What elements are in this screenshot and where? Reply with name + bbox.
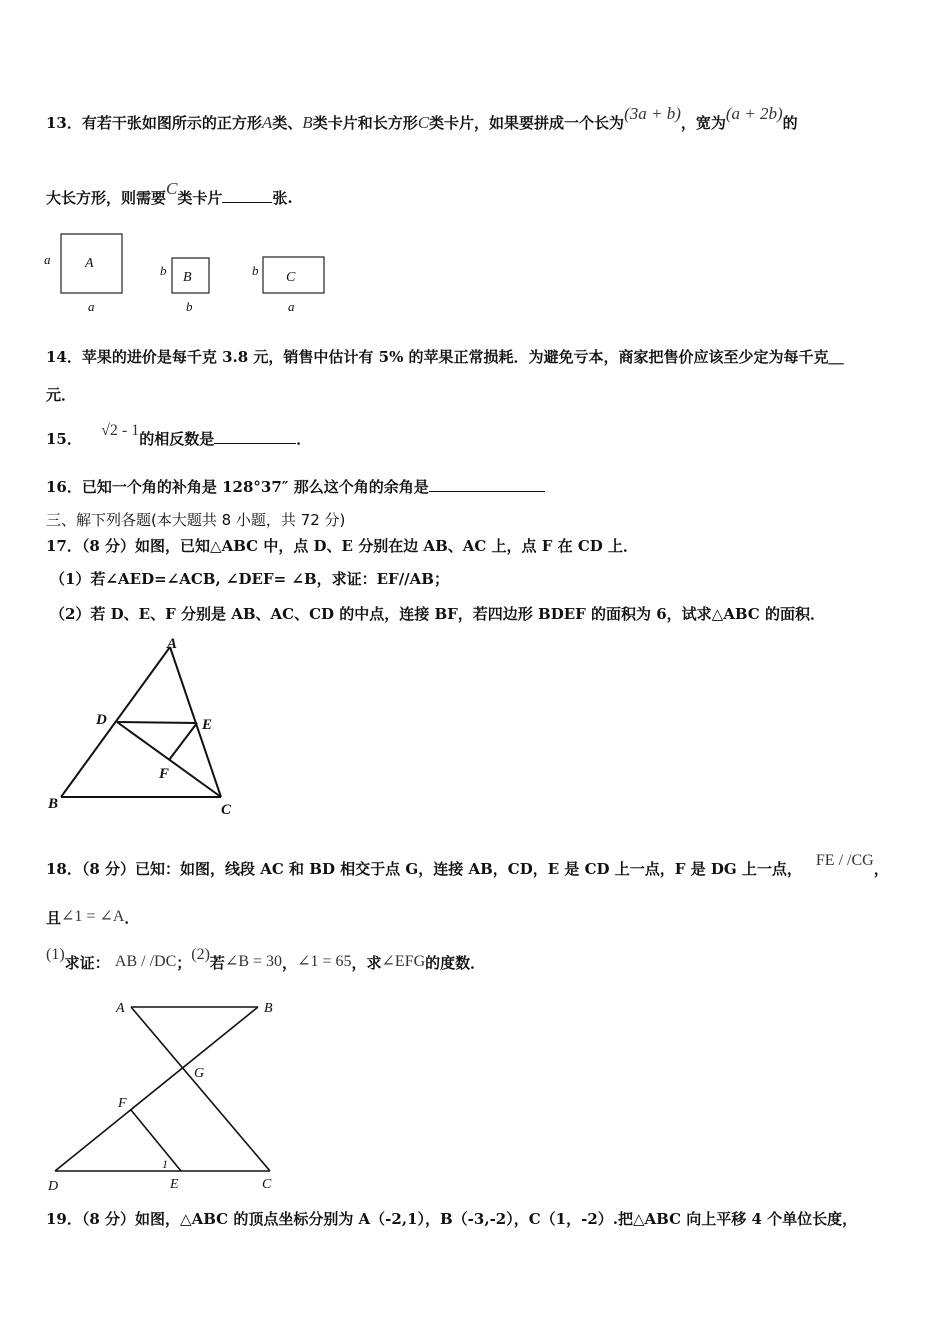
q13-text: 的 <box>782 114 798 132</box>
q18-text: 若 <box>209 954 225 972</box>
label-c-side: b <box>252 263 259 278</box>
point-c-label: C <box>221 802 232 818</box>
q18-part2: (2) <box>191 946 210 963</box>
point-f-label: F <box>118 1096 127 1111</box>
q13-math-length: (3a + b) <box>624 104 681 123</box>
segment-ac <box>131 1007 270 1171</box>
q13-math-C: C <box>417 113 430 132</box>
q13-math-A: A <box>261 113 273 132</box>
label-card-a: A <box>85 256 94 271</box>
q16-line <box>46 476 545 497</box>
q17-line3: （2）若 D、E、F 分别是 AB、AC、CD 的中点，连接 BF，若四边形 BDEF 的面积为 6，试求△ABC 的面积． <box>50 605 825 623</box>
q13-math-width: (a + 2b) <box>725 104 783 123</box>
point-d-label: D <box>96 712 107 728</box>
label-c-bottom: a <box>288 299 295 314</box>
q13-text: ，宽为 <box>680 114 726 132</box>
q14-line2: 元． <box>46 386 77 404</box>
q18-figure <box>0 990 320 1200</box>
q18-math-parallel: FE / /CG <box>815 852 874 869</box>
q13-text: 张. <box>272 189 293 207</box>
q18-text: 求证： <box>64 954 110 972</box>
q17-line2: （1）若∠AED=∠ACB, ∠DEF= ∠B，求证：EF//AB； <box>50 570 449 588</box>
q15-number: 15． <box>46 430 82 448</box>
q13-text: 类卡片和长方形 <box>312 114 418 132</box>
label-a-bottom: a <box>88 299 95 314</box>
q13-cards-figure <box>0 220 400 320</box>
q13-math-B: B <box>302 113 313 132</box>
point-a-label: A <box>116 1001 125 1016</box>
q18-text: ， <box>282 954 298 972</box>
q17-line1: 17．（8 分）如图，已知△ABC 中，点 D、E 分别在边 AB、AC 上，点 F 在 CD 上． <box>46 537 639 555</box>
q18-line1 <box>46 852 889 879</box>
q14-line1: 14．苹果的进价是每千克 3.8 元，销售中估计有 5% 的苹果正常损耗．为避免亏本，商家把售价应该至少定为每千克＿ <box>46 348 844 366</box>
point-d-label: D <box>48 1179 59 1194</box>
point-c-label: C <box>262 1177 272 1192</box>
q16-text: 16．已知一个角的补角是 128°37″ 那么这个角的余角是 <box>46 478 429 496</box>
label-b-bottom: b <box>186 299 193 314</box>
q13-line2 <box>46 179 293 208</box>
q13-text: 13．有若干张如图所示的正方形 <box>46 114 262 132</box>
point-g-label: G <box>194 1066 205 1081</box>
point-b-label: B <box>48 796 59 812</box>
point-b-label: B <box>264 1001 273 1016</box>
q13-text: 大长方形，则需要 <box>46 189 167 207</box>
q18-text: 18．（8 分）已知：如图，线段 AC 和 BD 相交于点 G，连接 AB，CD，E 是 CD 上一点，F 是 DG 上一点， <box>46 860 802 878</box>
q18-text: ，求 <box>351 954 382 972</box>
q18-line3 <box>46 946 486 973</box>
q18-math-angle-efg: ∠EFG <box>381 953 426 970</box>
q13-text: 类卡片 <box>177 189 223 207</box>
point-e-label: E <box>170 1177 179 1192</box>
label-card-c: C <box>286 270 296 285</box>
q18-math-angle: ∠1 = ∠A <box>61 908 125 925</box>
q19-line: 19．（8 分）如图，△ABC 的顶点坐标分别为 A（-2,1），B（-3,-2），C（1，-2）.把△ABC 向上平移 4 个单位长度， <box>46 1210 858 1228</box>
point-e-label: E <box>202 717 213 733</box>
q15-line <box>46 422 312 449</box>
answer-blank <box>222 188 272 203</box>
q18-math-angle-b: ∠B = 30 <box>224 953 283 970</box>
q15-math: √2 - 1 <box>101 422 140 439</box>
q18-text: 且 <box>46 909 62 927</box>
q18-text: ， <box>873 860 889 878</box>
q15-end: ． <box>296 430 312 448</box>
answer-blank <box>429 477 545 492</box>
q15-text: 的相反数是 <box>139 430 215 448</box>
label-a-side: a <box>44 252 51 267</box>
q18-line2 <box>46 907 139 928</box>
label-b-side: b <box>160 263 167 278</box>
point-a-label: A <box>167 636 178 652</box>
q13-math-C: C <box>166 179 178 198</box>
section-3-title: 三、解下列各题(本大题共 8 小题，共 72 分) <box>46 511 346 529</box>
answer-blank <box>214 429 296 444</box>
q18-math-angle-1: ∠1 = 65 <box>297 953 352 970</box>
point-f-label: F <box>159 766 170 782</box>
q18-text: ； <box>176 954 192 972</box>
q18-math-ab-dc: AB / /DC <box>114 953 177 970</box>
q17-triangle-figure <box>0 630 300 820</box>
segment-bd <box>55 1007 258 1171</box>
q18-part1: (1) <box>46 946 65 963</box>
q13-text: 类、 <box>272 114 303 132</box>
segment-fe <box>131 1110 181 1171</box>
q18-text: ． <box>124 909 140 927</box>
segment-de <box>117 722 197 723</box>
q13-line1 <box>46 104 798 133</box>
label-card-b: B <box>183 270 192 285</box>
q13-text: 类卡片，如果要拼成一个长为 <box>429 114 625 132</box>
segment-ef <box>169 723 197 760</box>
angle-1-label: 1 <box>162 1157 168 1171</box>
q18-text: 的度数． <box>425 954 486 972</box>
